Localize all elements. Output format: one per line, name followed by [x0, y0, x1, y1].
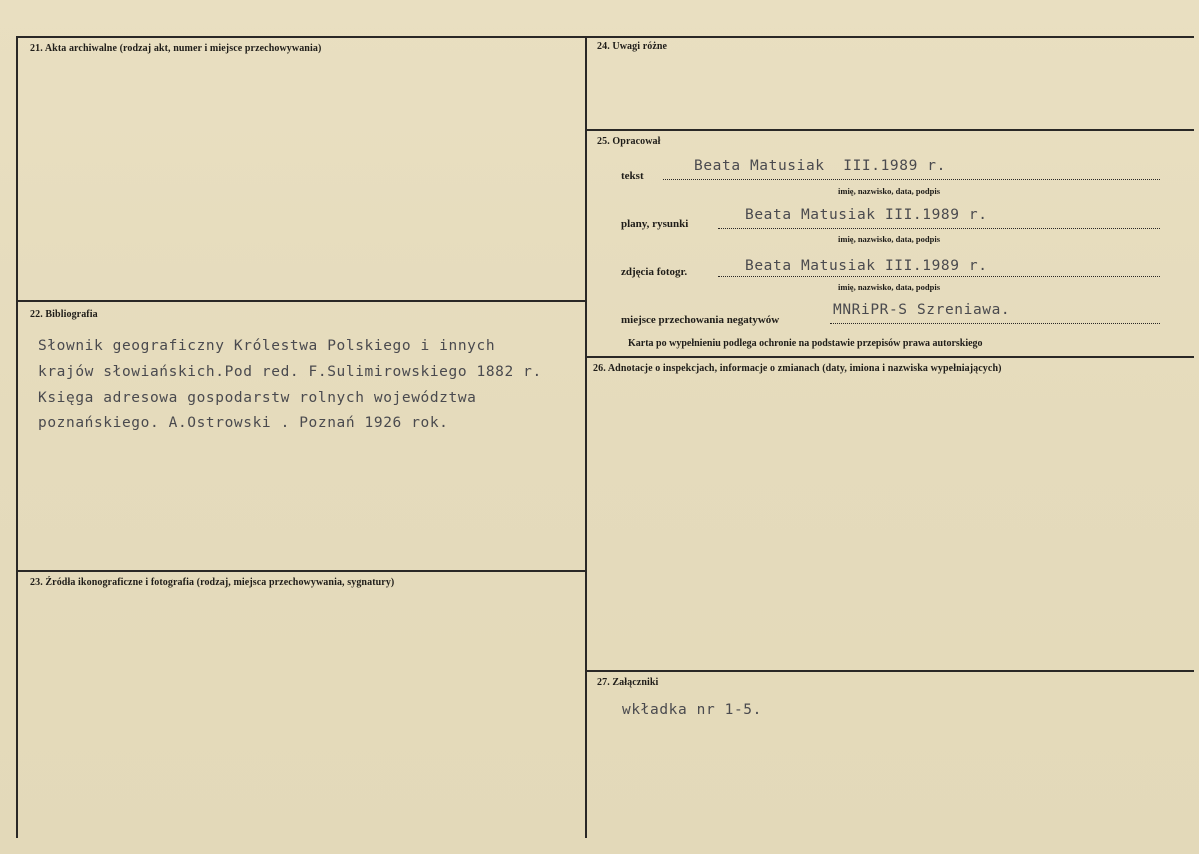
- bibliography-line-3: Księga adresowa gospodarstw rolnych województwa: [38, 390, 477, 406]
- author-plans-caption: imię, nazwisko, data, podpis: [838, 234, 941, 244]
- author-photos-label: zdjęcia fotogr.: [621, 266, 688, 278]
- author-photos-caption: imię, nazwisko, data, podpis: [838, 282, 941, 292]
- section-22-header: 22. Bibliografia: [30, 309, 98, 320]
- section-21-header: 21. Akta archiwalne (rodzaj akt, numer i miejsce przechowywania): [30, 43, 322, 54]
- author-text-dotted-line: [663, 179, 1160, 180]
- author-plans-label: plany, rysunki: [621, 218, 689, 230]
- author-plans-value: Beata Matusiak III.1989 r.: [745, 207, 988, 223]
- negatives-location-dotted-line: [830, 323, 1160, 324]
- author-photos-value: Beata Matusiak III.1989 r.: [745, 258, 988, 274]
- attachments-value: wkładka nr 1-5.: [622, 702, 762, 718]
- bibliography-line-4: poznańskiego. A.Ostrowski . Poznań 1926 rok.: [38, 415, 449, 431]
- section-25-header: 25. Opracował: [597, 136, 661, 147]
- divider-25-26: [586, 356, 1194, 358]
- section-23-header: 23. Źródła ikonograficzne i fotografia (rodzaj, miejsca przechowywania, sygnatury): [30, 577, 395, 588]
- section-26-header: 26. Adnotacje o inspekcjach, informacje o zmianach (daty, imiona i nazwiska wypełniających): [593, 363, 1002, 374]
- center-divider: [585, 36, 587, 838]
- negatives-location-value: MNRiPR-S Szreniawa.: [833, 302, 1011, 318]
- divider-22-23: [16, 570, 586, 572]
- section-24-header: 24. Uwagi różne: [597, 41, 668, 52]
- top-border: [16, 36, 1194, 38]
- negatives-location-label: miejsce przechowania negatywów: [621, 314, 780, 326]
- section-27-header: 27. Załączniki: [597, 677, 659, 688]
- copyright-note: Karta po wypełnieniu podlega ochronie na podstawie przepisów prawa autorskiego: [628, 338, 983, 349]
- author-text-value: Beata Matusiak III.1989 r.: [694, 158, 946, 174]
- divider-24-25: [586, 129, 1194, 131]
- author-text-caption: imię, nazwisko, data, podpis: [838, 186, 941, 196]
- author-photos-dotted-line: [718, 276, 1160, 277]
- bibliography-line-1: Słownik geograficzny Królestwa Polskiego i innych: [38, 338, 496, 354]
- bibliography-line-2: krajów słowiańskich.Pod red. F.Sulimirowskiego 1882 r.: [38, 364, 542, 380]
- author-plans-dotted-line: [718, 228, 1160, 229]
- left-border: [16, 36, 18, 838]
- divider-26-27: [586, 670, 1194, 672]
- author-text-label: tekst: [621, 170, 644, 182]
- divider-21-22: [16, 300, 586, 302]
